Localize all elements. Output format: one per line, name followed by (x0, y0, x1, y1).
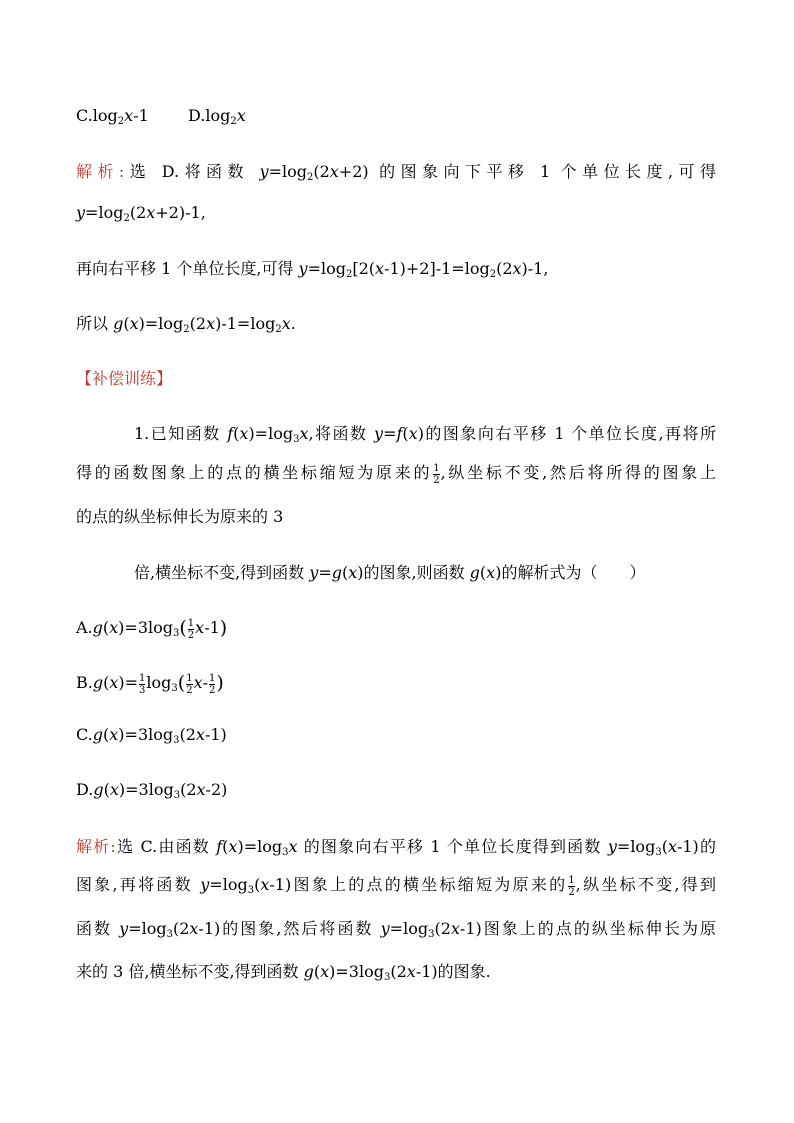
solution1-line1: 解析:选 D.将函数 $y=\log_2(2x+2)$ 的图象向下平移 1 个单位长度,可得 (76, 162, 716, 183)
problem-line3: 的点的纵坐标伸长为原来的 3 (76, 507, 284, 526)
solution2-line3: 函数 $y=\log_3(2x-1)$的图象,然后将函数 $y=\log_3(2x-1)$图象上的点的纵坐标伸长为原 (76, 919, 716, 940)
problem-line1: 1.已知函数 $f(x)=\log_3x$,将函数 y=f(x)的图象向右平移 1 个单位长度,再将所 (134, 424, 716, 445)
option-d: $D.\log_2x$ (188, 106, 246, 127)
problem-line4: 倍,横坐标不变,得到函数 y=g(x)的图象,则函数 g(x)的解析式为（ ） (134, 563, 646, 582)
solution-label: 解析 (76, 162, 119, 181)
solution1-line4: 所以 $g(x)=\log_2(2x)-1=\log_2x$. (76, 314, 296, 335)
option-c: $C.\log_2x-1$ (76, 106, 149, 127)
solution2-line1: 解析:选 C.由函数 $f(x)=\log_3x$ 的图象向右平移 1 个单位长度得到函数 $y=\log_3(x-1)$的 (76, 837, 716, 858)
choice-a: $A.g(x)=3\log_3$( $\frac{1}{2}$ x-1) (76, 617, 228, 641)
solution2-line2: 图象,再将函数 $y=\log_3(x-1)$图象上的点的横坐标缩短为原来的 $\frac{1}{2}$ ,纵坐标不变,得到 (76, 875, 716, 898)
fraction-half: $\frac{1}{2}$ (433, 463, 440, 486)
choice-b: B.g(x)= $\frac{1}{3}$ $\log_3$( $\frac{1}{2}$ x- $\frac{1}{2}$ ) (76, 672, 224, 696)
section-title: 【补偿训练】 (76, 369, 173, 388)
choice-c: $C.g(x)=3\log_3(2x-1)$ (76, 725, 227, 746)
solution-label: 解析 (76, 837, 111, 856)
choice-d: $D.g(x)=3\log_3(2x-2)$ (76, 780, 228, 801)
solution2-line4: 来的 3 倍,横坐标不变,得到函数 $g(x)=3\log_3(2x-1)$的图象. (76, 962, 491, 983)
solution1-line3: 再向右平移 1 个单位长度,可得 $y=\log_2[2(x-1)+2]-1=\log_2(2x)-1$, (76, 259, 549, 280)
problem-line2: 得的函数图象上的点的横坐标缩短为原来的 $\frac{1}{2}$ ,纵坐标不变,然后将所得的图象上 (76, 463, 716, 486)
solution1-line2: $y=\log_2(2x+2)-1$, (76, 203, 206, 224)
